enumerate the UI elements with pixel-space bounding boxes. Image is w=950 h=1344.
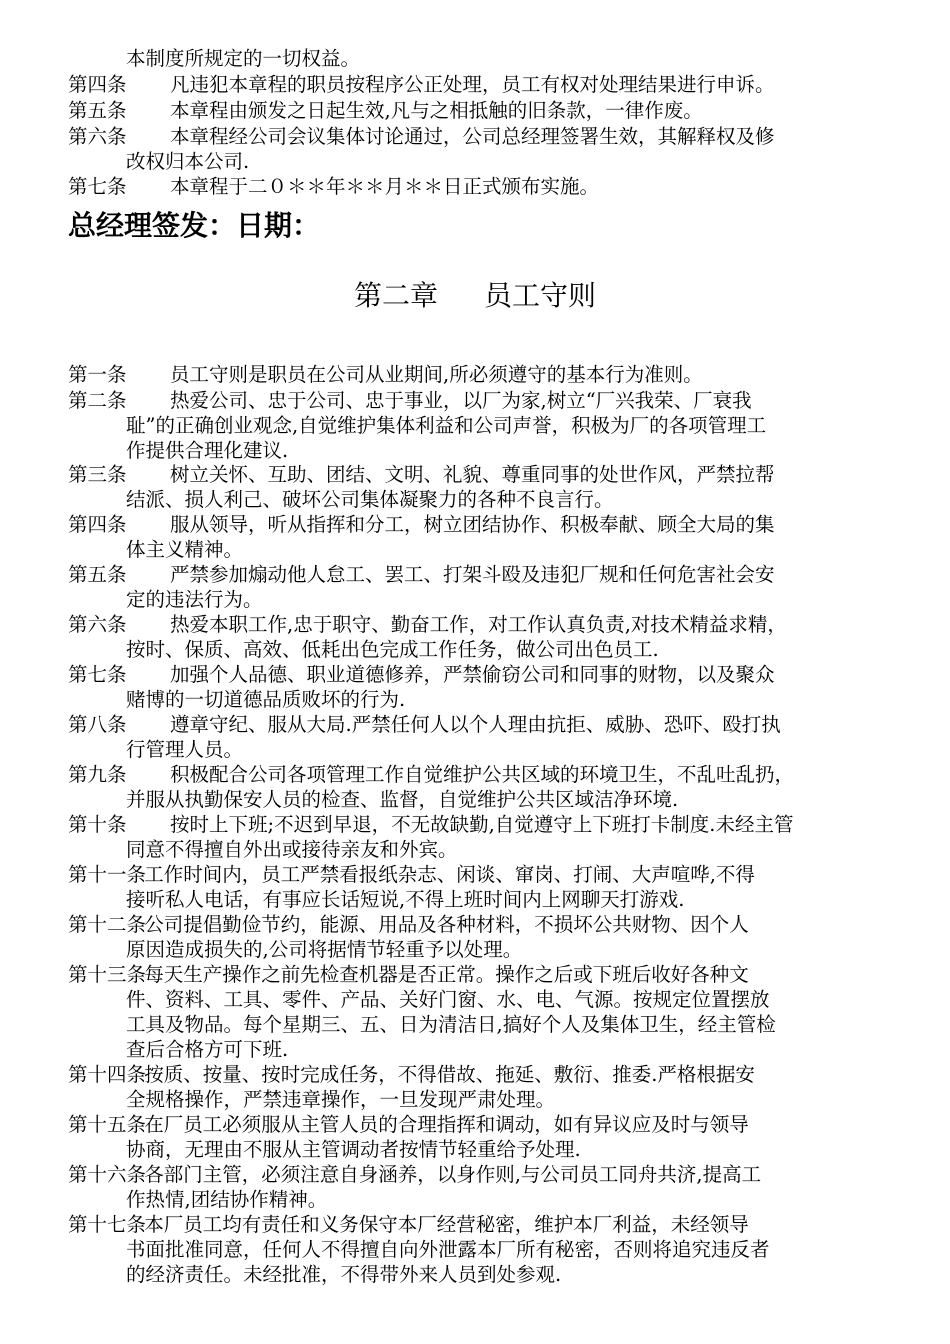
rule-text: 按时上下班;不迟到早退，不无故缺勤,自觉遵守上下班打卡制度.未经主管	[170, 813, 794, 836]
article-text: 本章程由颁发之日起生效,凡与之相抵触的旧条款，一律作废。	[170, 99, 703, 122]
rule-number: 第六条	[68, 613, 127, 636]
rule-text: 公司提倡勤俭节约，能源、用品及各种材料，不损坏公共财物、因个人	[144, 913, 749, 936]
rule-text: 本厂员工均有责任和义务保守本厂经营秘密，维护本厂利益，未经领导	[144, 1213, 749, 1236]
rule-text: 积极配合公司各项管理工作自觉维护公共区域的环境卫生，不乱吐乱扔，	[170, 763, 795, 786]
rule-number: 第五条	[68, 563, 127, 586]
rule-17	[68, 1212, 770, 1287]
rule-text: 在厂员工必须服从主管人员的合理指挥和调动，如有异议应及时与领导	[144, 1113, 749, 1136]
rule-text-continued: 原因造成损失的,公司将据情节轻重予以处理。	[126, 938, 523, 961]
rule-text: 严禁参加煽动他人怠工、罢工、打架斗殴及违犯厂规和任何危害社会安	[170, 563, 775, 586]
article-text: 本章程经公司会议集体讨论通过，公司总经理签署生效，其解释权及修	[170, 125, 775, 148]
rule-10	[68, 812, 793, 862]
signature-line: 总经理签发：日期：	[68, 209, 321, 242]
rule-number: 第十六条	[68, 1163, 147, 1186]
rule-9	[68, 762, 794, 812]
chapter-number: 第二章	[353, 279, 438, 312]
rule-text: 服从领导，听从指挥和分工，树立团结协作、积极奉献、顾全大局的集	[170, 513, 775, 536]
rule-text-continued: 定的违法行为。	[126, 588, 263, 611]
rule-text-continued: 件、资料、工具、零件、产品、关好门窗、水、电、气源。按规定位置摆放	[126, 988, 770, 1011]
rule-13	[68, 962, 776, 1062]
rule-4	[68, 512, 775, 562]
rule-number: 第十三条	[68, 963, 147, 986]
rule-number: 第十条	[68, 813, 127, 836]
rule-11	[68, 862, 755, 912]
rule-text-continued: 行管理人员。	[126, 738, 244, 761]
article-4-top	[68, 72, 775, 97]
article-number: 第四条	[68, 73, 127, 96]
rule-text-continued: 并服从执勤保安人员的检查、监督，自觉维护公共区域洁净环境.	[126, 788, 679, 811]
rule-text: 按质、按量、按时完成任务，不得借故、拖延、敷衍、推委.严格根据安	[144, 1063, 755, 1086]
rule-text-continued: 赌博的一切道德品质败坏的行为.	[126, 688, 406, 711]
rule-text: 员工守则是职员在公司从业期间,所必须遵守的基本行为准则。	[170, 363, 703, 386]
article-text: 凡违犯本章程的职员按程序公正处理，员工有权对处理结果进行申诉。	[170, 73, 775, 96]
rule-number: 第十一条	[68, 863, 147, 886]
rule-14	[68, 1062, 755, 1112]
article-6-top	[68, 124, 775, 174]
rule-number: 第十七条	[68, 1213, 147, 1236]
rule-number: 第四条	[68, 513, 127, 536]
rule-number: 第二条	[68, 389, 127, 412]
article-5-top	[68, 98, 703, 123]
rule-text-continued: 工具及物品。每个星期三、五、日为清洁日,搞好个人及集体卫生，经主管检	[126, 1013, 776, 1036]
rule-5	[68, 562, 775, 612]
rule-text-continued: 协商，无理由不服从主管调动者按情节轻重给予处理.	[126, 1138, 581, 1161]
rule-15	[68, 1112, 749, 1162]
article-text-continued: 改权归本公司.	[126, 150, 250, 173]
rule-7	[68, 662, 775, 712]
rule-number: 第七条	[68, 663, 127, 686]
rule-text-continued: 查后合格方可下班.	[126, 1038, 289, 1061]
continuation-line: 本制度所规定的一切权益。	[126, 47, 361, 70]
rule-number: 第十四条	[68, 1063, 147, 1086]
rule-number: 第十二条	[68, 913, 147, 936]
rule-text: 每天生产操作之前先检查机器是否正常。操作之后或下班后收好各种文	[144, 963, 749, 986]
rule-text: 加强个人品德、职业道德修养，严禁偷窃公司和同事的财物，以及聚众	[170, 663, 775, 686]
rule-text-continued: 作热情,团结协作精神。	[126, 1188, 328, 1211]
rule-text-continued: 全规格操作，严禁违章操作，一旦发现严肃处理。	[126, 1088, 556, 1111]
rule-number: 第十五条	[68, 1113, 147, 1136]
rule-text: 遵章守纪、服从大局.严禁任何人以个人理由抗拒、威胁、恐吓、殴打执	[170, 713, 781, 736]
article-continuation	[68, 46, 360, 71]
rule-text-continued: 按时、保质、高效、低耗出色完成工作任务，做公司出色员工.	[126, 638, 659, 661]
rule-text-continued: 体主义精神。	[126, 538, 244, 561]
rule-text-continued: 的经济责任。未经批准，不得带外来人员到处参观.	[126, 1263, 562, 1286]
rule-text: 各部门主管，必须注意自身涵养，以身作则,与公司员工同舟共济,提高工	[144, 1163, 762, 1186]
rule-1	[68, 362, 703, 387]
rule-number: 第九条	[68, 763, 127, 786]
rule-12	[68, 912, 749, 962]
rule-text: 热爱本职工作,忠于职守、勤奋工作，对工作认真负责,对技术精益求精，	[170, 613, 787, 636]
rule-text: 工作时间内，员工严禁看报纸杂志、闲谈、窜岗、打闹、大声喧哗,不得	[144, 863, 755, 886]
article-number: 第六条	[68, 125, 127, 148]
rule-number: 第八条	[68, 713, 127, 736]
rule-text-continued: 接听私人电话，有事应长话短说,不得上班时间内上网聊天打游戏.	[126, 888, 685, 911]
rule-text: 树立关怀、互助、团结、文明、礼貌、尊重同事的处世作风，严禁拉帮	[170, 463, 775, 486]
rule-text-continued: 结派、损人利己、破坏公司集体凝聚力的各种不良言行。	[126, 488, 614, 511]
article-text: 本章程于二０＊＊年＊＊月＊＊日正式颁布实施。	[170, 175, 600, 198]
rule-text-continued: 耻”的正确创业观念,自觉维护集体利益和公司声誉，积极为厂的各项管理工	[126, 414, 767, 437]
rule-6	[68, 612, 787, 662]
chapter-heading	[0, 276, 950, 316]
rule-8	[68, 712, 781, 762]
rule-3	[68, 462, 775, 512]
article-number: 第五条	[68, 99, 127, 122]
rule-text: 热爱公司、忠于公司、忠于事业，以厂为家,树立“厂兴我荣、厂衰我	[170, 389, 752, 412]
rule-number: 第一条	[68, 363, 127, 386]
rule-2	[68, 388, 766, 463]
article-number: 第七条	[68, 175, 127, 198]
chapter-title: 员工守则	[484, 279, 597, 312]
rule-text-continued: 作提供合理化建议.	[126, 439, 289, 462]
rule-number: 第三条	[68, 463, 127, 486]
rule-text-continued: 同意不得擅自外出或接待亲友和外宾。	[126, 838, 458, 861]
rule-16	[68, 1162, 761, 1212]
rule-text-continued: 书面批准同意，任何人不得擅自向外泄露本厂所有秘密，否则将追究违反者	[126, 1238, 770, 1261]
article-7-top	[68, 174, 599, 199]
